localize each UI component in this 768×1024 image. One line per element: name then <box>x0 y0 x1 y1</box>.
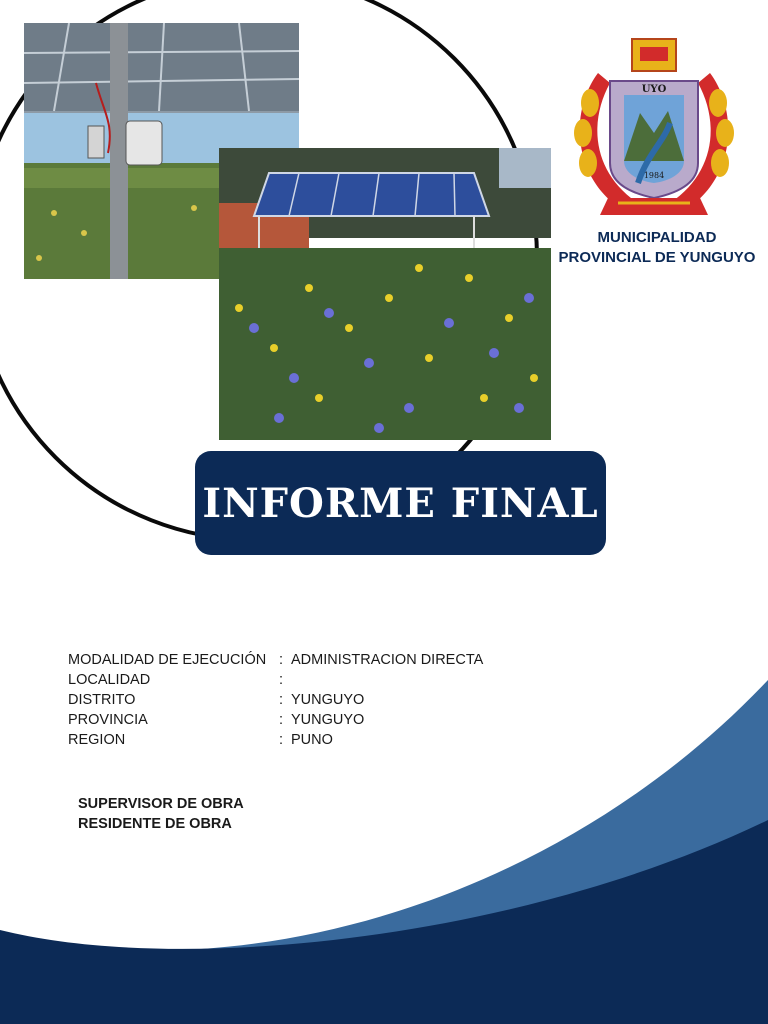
info-label: LOCALIDAD <box>68 672 151 688</box>
info-value: PUNO <box>291 732 333 748</box>
role-residente: RESIDENTE DE OBRA <box>78 816 232 832</box>
info-value: YUNGUYO <box>291 712 365 728</box>
info-value: YUNGUYO <box>291 692 365 708</box>
institution-name <box>548 228 766 268</box>
emblem-text-top: UYO <box>641 84 667 95</box>
info-label: DISTRITO <box>68 692 136 708</box>
info-value: ADMINISTRACION DIRECTA <box>291 652 484 668</box>
institution-line2: PROVINCIAL DE YUNGUYO <box>558 249 756 266</box>
title-banner <box>195 451 606 555</box>
institution-line1: MUNICIPALIDAD <box>597 229 717 246</box>
page-title: INFORME FINAL <box>202 479 599 527</box>
photo-solar-field <box>219 148 551 440</box>
municipal-emblem <box>568 33 740 223</box>
role-supervisor: SUPERVISOR DE OBRA <box>78 796 244 812</box>
info-label: REGION <box>68 732 126 748</box>
info-separator: : <box>279 712 284 728</box>
roles-list <box>78 794 244 834</box>
info-label: MODALIDAD DE EJECUCIÓN <box>68 652 267 668</box>
info-separator: : <box>279 652 284 668</box>
info-separator: : <box>279 732 284 748</box>
info-separator: : <box>279 692 284 708</box>
info-separator: : <box>279 672 284 688</box>
emblem-year: 1984 <box>643 171 665 180</box>
info-label: PROVINCIA <box>68 712 148 728</box>
